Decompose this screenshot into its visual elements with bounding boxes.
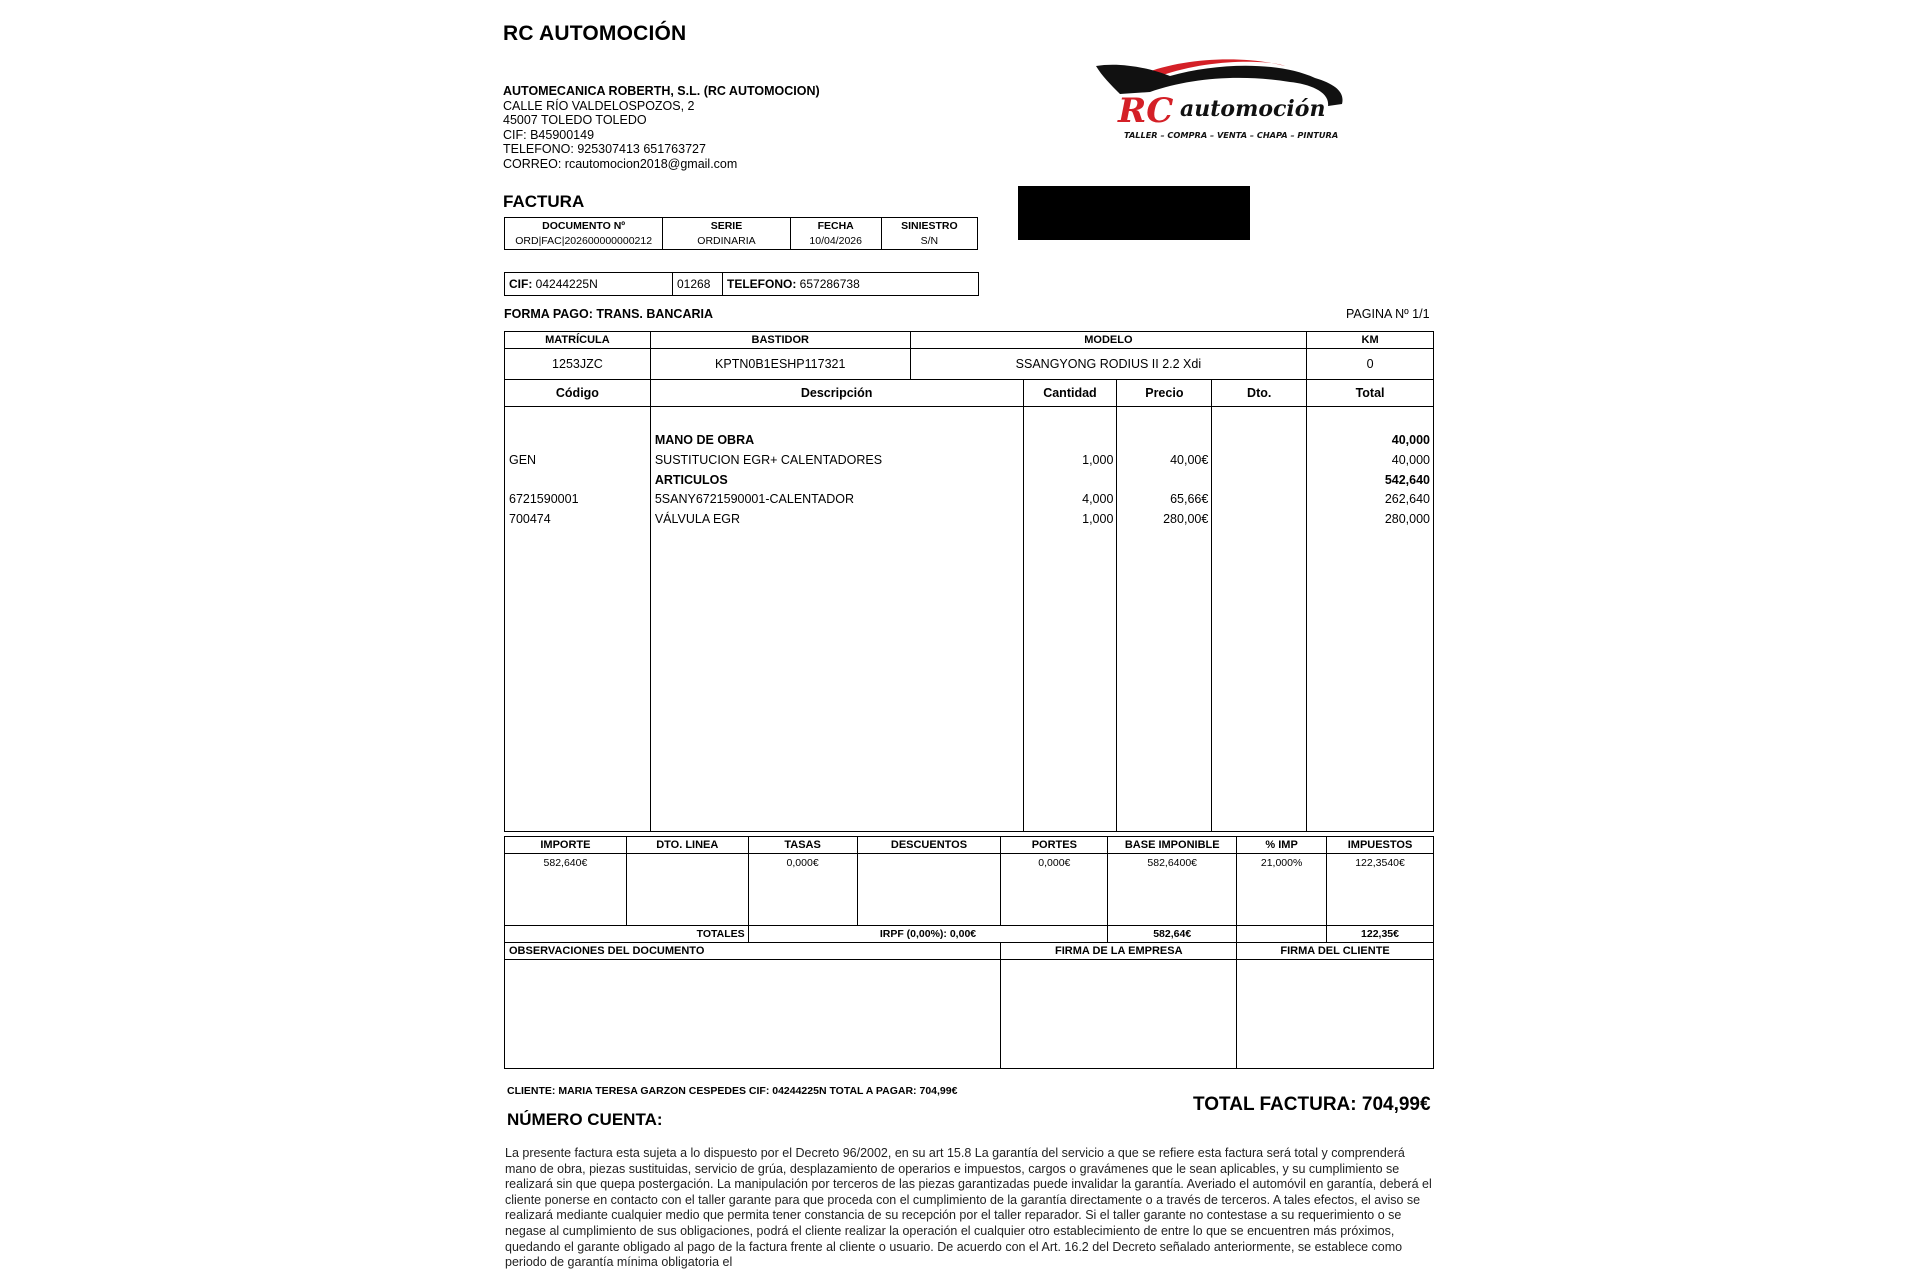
item-codigo-3: 6721590001	[509, 492, 579, 507]
totals-header-tasas: TASAS	[748, 837, 857, 854]
vehicle-bastidor: KPTN0B1ESHP117321	[650, 349, 910, 380]
item-cantidad-0	[1024, 431, 1114, 451]
col-total	[1307, 407, 1434, 832]
item-total-1: 40,000	[1391, 452, 1430, 467]
totals-base-total: 582,64€	[1108, 926, 1237, 943]
redacted-block	[1018, 186, 1250, 240]
totals-irpf: IRPF (0,00%): 0,00€	[748, 926, 1108, 943]
col-cantidad	[1023, 407, 1117, 832]
company-cif: CIF: B45900149	[503, 127, 595, 142]
vehicle-matricula: 1253JZC	[505, 349, 651, 380]
company-name: RC AUTOMOCIÓN	[503, 22, 687, 45]
vehicle-modelo: SSANGYONG RODIUS II 2.2 Xdi	[910, 349, 1306, 380]
vehicle-header-modelo: MODELO	[910, 332, 1306, 349]
doc-header-serie: SERIE	[663, 218, 790, 234]
item-dto-0	[1212, 431, 1303, 451]
totals-impuestos-total: 122,35€	[1327, 926, 1434, 943]
totals-portes: 0,000€	[1001, 854, 1108, 926]
item-dto-3	[1212, 490, 1303, 510]
totals-importe: 582,640€	[505, 854, 627, 926]
item-cantidad-1: 1,000	[1082, 452, 1114, 467]
item-precio-3: 65,66€	[1170, 492, 1209, 507]
item-precio-0	[1117, 431, 1208, 451]
col-header-total: Total	[1307, 380, 1434, 407]
items-table	[504, 331, 1434, 832]
client-info-table	[504, 272, 979, 296]
company-correo: CORREO: rcautomocion2018@gmail.com	[503, 156, 738, 171]
company-info	[503, 84, 820, 172]
document-title: FACTURA	[503, 192, 585, 211]
item-codigo-4: 700474	[509, 512, 551, 527]
col-precio	[1117, 407, 1212, 832]
col-header-precio: Precio	[1117, 380, 1212, 407]
item-codigo-1: GEN	[509, 452, 537, 467]
doc-numero: ORD|FAC|202600000000212	[505, 233, 663, 250]
item-precio-4: 280,00€	[1163, 512, 1209, 527]
firma-cliente-label: FIRMA DEL CLIENTE	[1237, 943, 1434, 960]
client-telefono: TELEFONO: 657286738	[723, 273, 979, 296]
svg-text:RC: RC	[1118, 91, 1174, 131]
observaciones-label: OBSERVACIONES DEL DOCUMENTO	[505, 943, 1001, 960]
totals-header-impuestos: IMPUESTOS	[1327, 837, 1434, 854]
totals-header-portes: PORTES	[1001, 837, 1108, 854]
doc-fecha: 10/04/2026	[790, 233, 881, 250]
company-telefono: TELEFONO: 925307413 651763727	[503, 142, 706, 157]
item-precio-1: 40,00€	[1170, 452, 1209, 467]
col-header-descripcion: Descripción	[650, 380, 1023, 407]
col-header-cantidad: Cantidad	[1023, 380, 1117, 407]
vehicle-km: 0	[1307, 349, 1434, 380]
cliente-summary: CLIENTE: MARIA TERESA GARZON CESPEDES CIF: 04244225N TOTAL A PAGAR: 704,99€	[507, 1085, 958, 1097]
item-cantidad-3: 4,000	[1082, 492, 1114, 507]
totals-descuentos	[857, 854, 1001, 926]
item-total-4: 280,000	[1384, 512, 1430, 527]
col-codigo	[505, 407, 651, 832]
col-header-codigo: Código	[505, 380, 651, 407]
totals-header-base-imponible: BASE IMPONIBLE	[1108, 837, 1237, 854]
document-info-table	[504, 217, 978, 250]
svg-text:automoción: automoción	[1180, 96, 1326, 122]
company-logo	[1090, 52, 1350, 142]
vehicle-header-bastidor: BASTIDOR	[650, 332, 910, 349]
col-dto	[1212, 407, 1307, 832]
totals-header-descuentos: DESCUENTOS	[857, 837, 1001, 854]
col-header-dto: Dto.	[1212, 380, 1307, 407]
item-dto-4	[1212, 510, 1303, 530]
item-dto-2	[1212, 471, 1303, 491]
vehicle-header-matricula: MATRÍCULA	[505, 332, 651, 349]
totals-header-pct-imp: % IMP	[1237, 837, 1327, 854]
company-legal-name: AUTOMECANICA ROBERTH, S.L. (RC AUTOMOCION)	[503, 84, 820, 98]
totals-impuestos: 122,3540€	[1327, 854, 1434, 926]
item-total-0: 40,000	[1391, 433, 1430, 447]
company-address-2: 45007 TOLEDO TOLEDO	[503, 113, 647, 128]
forma-pago: FORMA PAGO: TRANS. BANCARIA	[504, 307, 714, 321]
totals-header-dto-linea: DTO. LINEA	[626, 837, 748, 854]
item-descripcion-1: SUSTITUCION EGR+ CALENTADORES	[654, 452, 883, 467]
item-cantidad-4: 1,000	[1082, 512, 1114, 527]
doc-header-siniestro: SINIESTRO	[881, 218, 977, 234]
totals-tasas: 0,000€	[748, 854, 857, 926]
totals-empty	[1237, 926, 1327, 943]
client-cif: CIF: 04244225N	[505, 273, 673, 296]
client-code: 01268	[673, 273, 723, 296]
doc-header-numero: DOCUMENTO Nº	[505, 218, 663, 234]
company-address-1: CALLE RÍO VALDELOSPOZOS, 2	[503, 98, 695, 113]
col-descripcion	[650, 407, 1023, 832]
item-dto-1	[1212, 451, 1303, 471]
observaciones-area	[505, 960, 1001, 1069]
item-cantidad-2	[1024, 471, 1114, 491]
item-codigo-0	[509, 431, 650, 451]
logo-tagline: TALLER – COMPRA – VENTA – CHAPA – PINTURA	[1124, 130, 1339, 140]
item-total-2: 542,640	[1384, 472, 1430, 487]
totals-dto-linea	[626, 854, 748, 926]
item-descripcion-4: VÁLVULA EGR	[654, 512, 741, 527]
totals-header-importe: IMPORTE	[505, 837, 627, 854]
item-precio-2	[1117, 471, 1208, 491]
firma-cliente-area	[1237, 960, 1434, 1069]
totals-pct-imp: 21,000%	[1237, 854, 1327, 926]
item-descripcion-0: MANO DE OBRA	[654, 433, 755, 447]
firma-empresa-area	[1001, 960, 1237, 1069]
legal-text: La presente factura esta sujeta a lo dispuesto por el Decreto 96/2002, en su art 15.8 La garantía del servicio a que se refiere esta factura será total y comprenderá mano de obra, piezas sustituidas, servicio de grúa, desplazamiento de operarios e impuestos, cargos o gravámenes que le sean aplicables, y su cumplimiento se realizará sin que quepa postergación. La manipulación por terceros de las piezas garantizadas puede invalidar la garantía. Averiado el automóvil en garantía, deberá el cliente ponerse en contacto con el taller garante para que proceda con el cumplimiento de la garantía directamente o a través de terceros. A tales efectos, el aviso se realizará mediante cualquier medio que permita tener constancia de su recepción por el taller reparador. Si el taller garante no contestase a su requerimiento o se negase al cumplimiento de sus obligaciones, podrá el cliente realizar la operación el cualquier otro establecimiento de entre lo que se encuentren más próximos, quedando el garante obligado al pago de la factura frente al cliente o usuario. De acuerdo con el Art. 16.2 del Decreto señalado anteriormente, se establece como periodo de garantía mínima obligatoria el	[505, 1146, 1432, 1270]
numero-cuenta: NÚMERO CUENTA:	[507, 1110, 663, 1129]
total-factura: TOTAL FACTURA: 704,99€	[1193, 1094, 1431, 1115]
page-number: PAGINA Nº 1/1	[1346, 307, 1430, 321]
doc-siniestro: S/N	[881, 233, 977, 250]
item-codigo-2	[509, 471, 650, 491]
doc-header-fecha: FECHA	[790, 218, 881, 234]
firma-empresa-label: FIRMA DE LA EMPRESA	[1001, 943, 1237, 960]
vehicle-header-km: KM	[1307, 332, 1434, 349]
item-descripcion-3: 5SANY6721590001-CALENTADOR	[654, 492, 855, 507]
item-total-3: 262,640	[1384, 492, 1430, 507]
totals-table	[504, 836, 1434, 1069]
totals-label: TOTALES	[505, 926, 749, 943]
totals-base-imponible: 582,6400€	[1108, 854, 1237, 926]
doc-serie: ORDINARIA	[663, 233, 790, 250]
item-descripcion-2: ARTICULOS	[654, 472, 728, 487]
